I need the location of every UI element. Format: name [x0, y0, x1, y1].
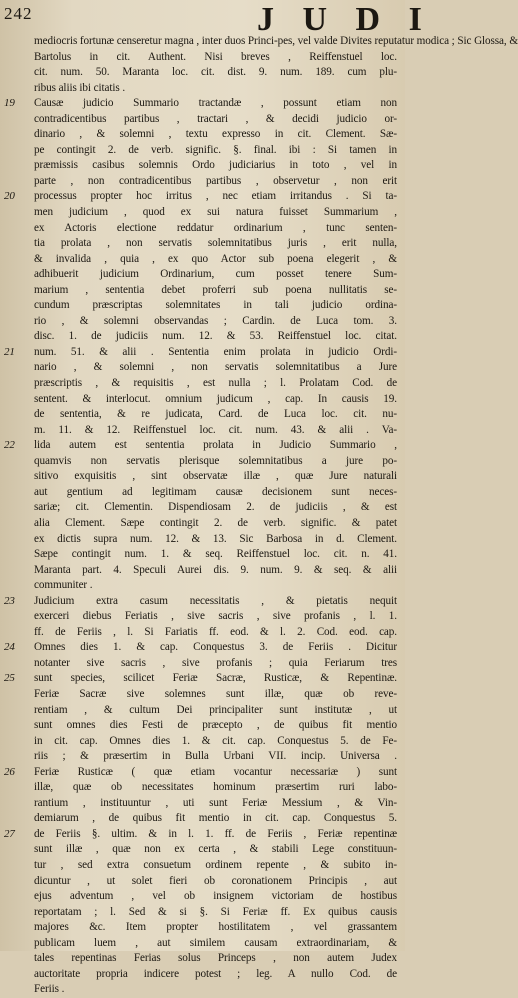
paragraph-number: 24	[4, 641, 15, 654]
line-text: de Feriis §. ultim. & in l. 1. ff. de Feriis , Feriæ repentinæ	[34, 827, 397, 840]
line-text: lida autem est sententia prolata in Judicio Summario ,	[34, 439, 397, 452]
text-line	[34, 920, 397, 936]
line-text: sitivo exquisitis , sint observatæ illæ , quæ Jure naturali	[34, 470, 397, 483]
text-line	[34, 407, 397, 423]
line-text: rentiam , & cultum Dei principaliter sunt institutæ , ut	[34, 703, 397, 716]
text-line	[34, 50, 397, 66]
line-text: Feriæ Sacræ sive solemnes sunt illæ, quæ ob reve-	[34, 687, 397, 700]
text-line	[4, 438, 397, 454]
text-line	[34, 842, 397, 858]
text-line	[4, 96, 397, 112]
line-text: sunt omnes dies Festi de præcepto , de quibus fit mentio	[34, 719, 397, 732]
page-number: 242	[4, 4, 33, 23]
line-text: pe contingit 2. de verb. signific. §. final. ibi : Si tamen in	[34, 143, 397, 156]
text-line	[34, 656, 397, 672]
text-line	[34, 718, 397, 734]
text-line	[34, 454, 397, 470]
text-line	[34, 376, 397, 392]
line-text: alia Clement. Sæpe contingit 2. de verb. signific. & patet	[34, 516, 397, 529]
line-text: riis ; & præsertim in Bulla Urbani VII. incip. Universa .	[34, 750, 397, 763]
text-line	[34, 889, 397, 905]
line-text: Feriis .	[34, 983, 65, 996]
line-text: nario , & solemni , non servatis solemnitatibus a Jure	[34, 361, 397, 374]
text-line	[34, 967, 397, 983]
line-text: ribus aliis ibi citatis .	[34, 81, 126, 94]
line-text: mediocris fortunæ censeretur magna , inter duos Princi-pes, vel valde Divites reputatur modica ; Sic Glossa, &	[34, 35, 518, 47]
line-text: disc. 1. de judiciis num. 12. & 53. Reiffenstuel loc. citat.	[34, 330, 397, 343]
text-line	[34, 34, 518, 50]
paragraph-number: 22	[4, 439, 15, 452]
line-text: sunt species, scilicet Feriæ Sacræ, Rusticæ, & Repentinæ.	[34, 672, 397, 685]
text-body	[4, 34, 518, 998]
line-text: in cit. cap. Omnes dies 1. & cit. cap. Conquestus 5. de Fe-	[34, 734, 397, 747]
line-text: exerceri diebus Feriatis , sive sacris , sive profanis , l. 1.	[34, 610, 397, 623]
line-text: præmissis casibus solemnis Ordo judiciarius in toto , vel in	[34, 159, 397, 172]
text-line	[34, 936, 397, 952]
line-text: cit. num. 50. Maranta loc. cit. dist. 9. num. 189. cum plu-	[34, 66, 397, 79]
text-line	[34, 547, 397, 563]
text-line	[4, 345, 397, 361]
line-text: majores &c. Item propter hostilitatem , vel grassantem	[34, 921, 397, 934]
text-line	[34, 951, 397, 967]
line-text: de sententia, & re judicata, Card. de Luca loc. cit. nu-	[34, 408, 397, 421]
line-text: rantium , instituuntur , uti sunt Feriæ Messium , & Vin-	[34, 796, 397, 809]
text-line	[34, 796, 397, 812]
text-line	[4, 189, 397, 205]
text-line	[34, 563, 397, 579]
text-line	[4, 765, 397, 781]
line-text: tia prolata , non servatis solemnitatibus juris , erit nulla,	[34, 237, 397, 250]
text-line	[34, 485, 397, 501]
text-line	[34, 158, 397, 174]
paragraph-number: 27	[4, 827, 15, 840]
text-line	[34, 749, 397, 765]
text-line	[34, 205, 397, 221]
text-line	[34, 500, 397, 516]
line-text: cundum præscriptas solemnitates in tali judicio ordina-	[34, 299, 397, 312]
paragraph-number: 25	[4, 672, 15, 685]
line-text: parte , non contradicentibus partibus , observetur , non erit	[34, 174, 397, 187]
line-text: auctoritate propria indicere potest ; leg. A nullo Cod. de	[34, 967, 397, 980]
paragraph-number: 19	[4, 97, 15, 110]
line-text: m. 11. & 12. Reiffenstuel loc. cit. num. 43. & alii . Va-	[34, 423, 397, 436]
text-line	[4, 671, 397, 687]
text-line	[34, 267, 397, 283]
text-line	[34, 81, 397, 97]
line-text: ex dictis supra num. 12. & 13. Sic Barbosa in d. Clement.	[34, 532, 397, 545]
text-line	[34, 578, 397, 594]
text-line	[34, 858, 397, 874]
line-text: reportatam ; l. Sed & si §. Si Feriæ ff. Ex quibus causis	[34, 905, 397, 918]
text-line	[34, 65, 397, 81]
text-line	[34, 734, 397, 750]
line-text: num. 51. & alii . Sententia enim prolata in judicio Ordi-	[34, 345, 397, 358]
text-line	[34, 874, 397, 890]
paragraph-number: 21	[4, 345, 15, 358]
text-line	[34, 811, 397, 827]
line-text: aut gentium ad legitimam causæ decisionem sunt neces-	[34, 485, 397, 498]
text-line	[34, 252, 397, 268]
line-text: ejus adventum , vel ob insignem victoriam de hostibus	[34, 890, 397, 903]
text-line	[34, 283, 397, 299]
text-line	[4, 640, 397, 656]
line-text: Maranta part. 4. Speculi Aurei dis. 9. num. 9. & seq. & alii	[34, 563, 397, 576]
text-line	[34, 982, 397, 998]
line-text: sariæ; cit. Clementin. Dispendiosam 2. de judiciis , & est	[34, 501, 397, 514]
line-text: publicam luem , aut similem causam extraordinariam, &	[34, 936, 397, 949]
line-text: processus propter hoc irritus , nec etiam irritandus . Si ta-	[34, 190, 397, 203]
line-text: Sæpe contingit num. 1. & seq. Reiffenstuel loc. cit. n. 41.	[34, 548, 397, 561]
text-line	[4, 827, 397, 843]
text-line	[34, 127, 397, 143]
text-line	[34, 236, 397, 252]
text-line	[34, 780, 397, 796]
paragraph-number: 26	[4, 765, 15, 778]
text-line	[34, 329, 397, 345]
line-text: Bartolus in cit. Authent. Nisi breves , Reiffenstuel loc.	[34, 50, 397, 63]
paragraph-number: 23	[4, 594, 15, 607]
text-line	[34, 625, 397, 641]
line-text: & invalida , quia , ex quo Actor sub poena elegerit , &	[34, 252, 397, 265]
line-text: tur , sed extra consuetum ordinem repente , & subito in-	[34, 858, 397, 871]
text-line	[34, 469, 397, 485]
line-text: dinario , & solemni , textu expresso in cit. Clement. Sæ-	[34, 128, 397, 141]
paragraph-number: 20	[4, 190, 15, 203]
text-line	[34, 423, 397, 439]
running-head: J U D I	[257, 1, 432, 38]
text-line	[34, 298, 397, 314]
line-text: marium , sententia debet proferri sub poena nullitatis se-	[34, 283, 397, 296]
line-text: sunt illæ , quæ non ex certa , & stabili Lege constituun-	[34, 843, 397, 856]
line-text: rio , & solemni observandas ; Cardin. de Luca tom. 3.	[34, 314, 397, 327]
line-text: quamvis non servatis plerisque solemnitatibus a jure po-	[34, 454, 397, 467]
line-text: illæ, quæ ob necessitates hominum præsertim ruri labo-	[34, 781, 397, 794]
line-text: Judicium extra casum necessitatis , & pietatis nequit	[34, 594, 397, 607]
line-text: demiarum , de quibus fit mentio in cit. cap. Conquestus 5.	[34, 812, 397, 825]
line-text: ex Actoris electione reddatur ordinarium , tunc senten-	[34, 221, 397, 234]
text-line	[34, 609, 397, 625]
text-line	[34, 905, 397, 921]
line-text: contradicentibus partibus , tractari , & decidi judicio or-	[34, 112, 397, 125]
line-text: sentent. & interlocut. omnium judicum , cap. In causis 19.	[34, 392, 397, 405]
text-line	[34, 174, 397, 190]
text-line	[4, 594, 397, 610]
text-line	[34, 703, 397, 719]
line-text: dicuntur , ut solet fieri ob coronationem Principis , aut	[34, 874, 397, 887]
line-text: communiter .	[34, 579, 93, 592]
line-text: men judicium , quod ex sui natura fuisset Summarium ,	[34, 206, 397, 219]
line-text: præscriptis , & requisitis , est nulla ; l. Prolatam Cod. de	[34, 377, 397, 390]
line-text: tales repentinas Ferias solus Princeps , non autem Judex	[34, 952, 397, 965]
text-line	[34, 392, 397, 408]
line-text: ff. de Feriis , l. Si Fariatis ff. eod. & l. 2. Cod. eod. cap.	[34, 625, 397, 638]
line-text: Causæ judicio Summario tractandæ , possunt etiam non	[34, 97, 397, 110]
text-line	[34, 687, 397, 703]
text-line	[34, 516, 397, 532]
line-text: Feriæ Rusticæ ( quæ etiam vocantur necessariæ ) sunt	[34, 765, 397, 778]
page-header	[0, 1, 432, 38]
text-line	[34, 314, 397, 330]
text-line	[34, 143, 397, 159]
line-text: adhibuerit judicium Ordinarium, cum posset tenere Sum-	[34, 268, 397, 281]
text-line	[34, 360, 397, 376]
text-line	[34, 112, 397, 128]
text-line	[34, 532, 397, 548]
line-text: Omnes dies 1. & cap. Conquestus 3. de Feriis . Dicitur	[34, 641, 397, 654]
line-text: notanter sive sacris , sive profanis ; quia Feriarum tres	[34, 656, 397, 669]
text-line	[34, 221, 397, 237]
